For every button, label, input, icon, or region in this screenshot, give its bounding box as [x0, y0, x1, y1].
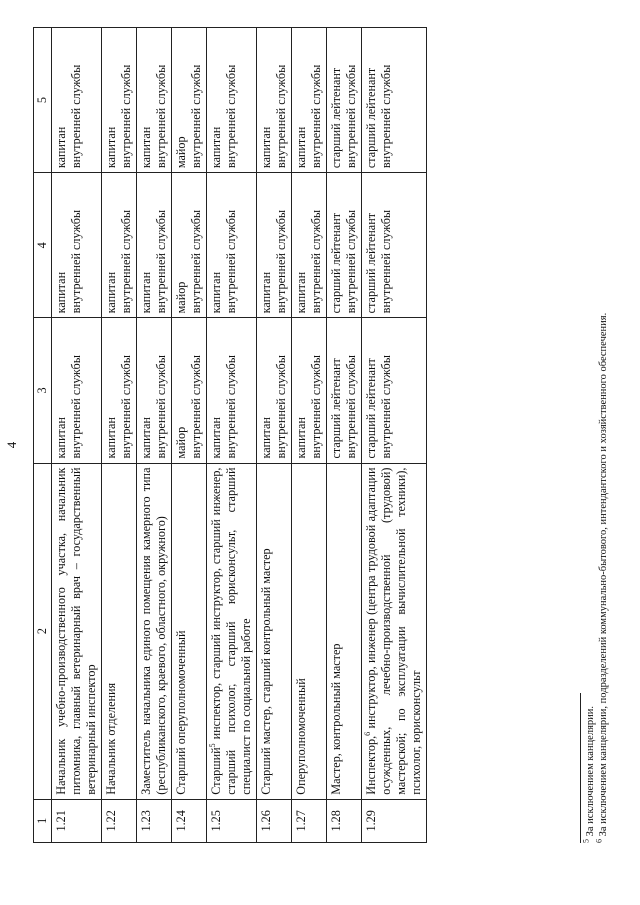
position-text: Заместитель начальника единого помещения камерного типа (республиканского, краевого, областного, окружного) [139, 467, 168, 795]
rank-service: внутренней службы [189, 355, 203, 459]
footnote-text: За исключением канцелярии. [585, 705, 596, 837]
rank-service: внутренней службы [119, 355, 133, 459]
rank-service: внутренней службы [344, 355, 358, 459]
rank-cell-col-4 [52, 173, 102, 318]
rank-title: капитан [294, 271, 308, 314]
rank-service: внутренней службы [154, 355, 168, 459]
footnote [594, 312, 610, 843]
table-row [327, 28, 362, 843]
row-number: 1.26 [257, 799, 292, 842]
position-title [172, 463, 207, 799]
footnote-list [581, 312, 610, 843]
rank-cell-col-3 [137, 318, 172, 463]
rank-service: внутренней службы [189, 209, 203, 314]
row-number: 1.24 [172, 799, 207, 842]
rank-cell-col-5 [257, 28, 292, 173]
page-number: 4 [4, 441, 19, 449]
rank-title: капитан [294, 417, 308, 459]
rank-title: капитан [209, 417, 223, 459]
position-title [292, 463, 327, 799]
table-row [137, 28, 172, 843]
position-text: Начальник отделения [104, 682, 118, 795]
rank-service: внутренней службы [379, 64, 393, 169]
footnote-mark: 6 [362, 731, 372, 736]
rank-service: внутренней службы [69, 64, 83, 169]
position-title [102, 463, 137, 799]
table-body [52, 28, 427, 843]
rank-cell-col-3 [52, 318, 102, 463]
table-row [292, 28, 327, 843]
position-title [52, 463, 102, 799]
rank-cell-col-3 [292, 318, 327, 463]
header-col-3: 3 [34, 318, 52, 463]
rank-service: внутренней службы [69, 355, 83, 459]
rank-cell-col-4 [207, 173, 257, 318]
row-number: 1.29 [362, 799, 427, 842]
rank-cell-col-5 [207, 28, 257, 173]
rank-service: внутренней службы [224, 209, 238, 314]
rank-service: внутренней службы [344, 209, 358, 314]
position-text: Мастер, контрольный мастер [329, 643, 343, 795]
rank-cell-col-3 [257, 318, 292, 463]
footnote-number: 6 [594, 839, 604, 843]
position-title [207, 463, 257, 799]
position-text: Старший мастер, старший контрольный мастер [259, 548, 273, 795]
rank-service: внутренней службы [119, 209, 133, 314]
rank-cell-col-5 [362, 28, 427, 173]
row-number: 1.23 [137, 799, 172, 842]
table-row [52, 28, 102, 843]
rank-cell-col-4 [257, 173, 292, 318]
rank-cell-col-4 [292, 173, 327, 318]
rank-title: капитан [259, 271, 273, 314]
rank-cell-col-3 [102, 318, 137, 463]
position-text [209, 468, 253, 795]
rank-title: старший лейтенант [329, 212, 343, 314]
position-title [137, 463, 172, 799]
header-col-1: 1 [34, 799, 52, 842]
rank-service: внутренней службы [69, 209, 83, 314]
row-number: 1.22 [102, 799, 137, 842]
rank-cell-col-3 [207, 318, 257, 463]
rank-service: внутренней службы [274, 355, 288, 459]
row-number: 1.25 [207, 799, 257, 842]
rank-title: майор [174, 426, 188, 459]
rank-cell-col-4 [137, 173, 172, 318]
row-number: 1.21 [52, 799, 102, 842]
rank-service: внутренней службы [274, 209, 288, 314]
footnote [581, 313, 597, 843]
footnote-text: За исключением канцелярии, подразделений коммунально-бытового, интендантского и хозяйственного обеспечения. [598, 312, 609, 837]
rank-service: внутренней службы [154, 64, 168, 169]
rank-service: внутренней службы [224, 64, 238, 169]
rank-title: капитан [209, 271, 223, 314]
rank-service: внутренней службы [119, 64, 133, 169]
rank-cell-col-5 [292, 28, 327, 173]
rank-service: внутренней службы [344, 64, 358, 169]
position-text: Оперуполномоченный [294, 678, 308, 795]
table-header-row [34, 28, 52, 843]
rank-cell-col-4 [102, 173, 137, 318]
rank-title: старший лейтенант [329, 358, 343, 459]
rank-service: внутренней службы [189, 64, 203, 169]
rank-service: внутренней службы [379, 209, 393, 314]
rank-service: внутренней службы [224, 355, 238, 459]
rank-title: старший лейтенант [329, 67, 343, 169]
rank-title: старший лейтенант [364, 358, 378, 459]
header-col-4: 4 [34, 173, 52, 318]
header-col-5: 5 [34, 28, 52, 173]
rank-cell-col-4 [362, 173, 427, 318]
row-number: 1.28 [327, 799, 362, 842]
rank-service: внутренней службы [309, 64, 323, 169]
rank-service: внутренней службы [154, 209, 168, 314]
rank-title: капитан [54, 271, 68, 314]
rank-cell-col-3 [172, 318, 207, 463]
footnote-number: 5 [581, 839, 591, 843]
rank-cell-col-4 [327, 173, 362, 318]
rank-cell-col-5 [52, 28, 102, 173]
rank-title: капитан [294, 126, 308, 169]
row-number: 1.27 [292, 799, 327, 842]
rank-title: майор [174, 136, 188, 169]
rank-title: капитан [104, 126, 118, 169]
rank-cell-col-5 [327, 28, 362, 173]
rank-service: внутренней службы [379, 355, 393, 459]
rank-title: капитан [259, 417, 273, 459]
rank-title: капитан [139, 126, 153, 169]
footnote-divider [580, 693, 581, 843]
rank-service: внутренней службы [274, 64, 288, 169]
rank-title: капитан [139, 271, 153, 314]
rank-title: майор [174, 281, 188, 314]
rank-cell-col-3 [327, 318, 362, 463]
position-title [362, 463, 427, 799]
position-text: Старший оперуполномоченный [174, 630, 188, 795]
position-title [327, 463, 362, 799]
rank-title: капитан [139, 417, 153, 459]
rank-title: старший лейтенант [364, 67, 378, 169]
rank-cell-col-4 [172, 173, 207, 318]
position-rest: инструктор, инженер (центра трудовой адаптации осужденных, лечебно-производственной (трудовой) мастерской; по эксплуатации вычислительной техники), психолог, юрисконсульт [364, 467, 423, 795]
rank-cell-col-5 [102, 28, 137, 173]
header-col-2: 2 [34, 463, 52, 799]
rank-title: капитан [209, 126, 223, 169]
rank-cell-col-5 [172, 28, 207, 173]
table-row [172, 28, 207, 843]
footnotes [580, 313, 610, 843]
rank-title: капитан [104, 271, 118, 314]
positions-table [33, 27, 427, 843]
position-title [257, 463, 292, 799]
rank-cell-col-3 [362, 318, 427, 463]
position-text [364, 468, 423, 795]
rank-title: старший лейтенант [364, 212, 378, 314]
rank-title: капитан [54, 417, 68, 459]
position-rest: инспектор, старший инструктор, старший инженер, старший психолог, старший юрисконсульт, старший специалист по социальной работе [209, 467, 253, 795]
footnote-mark: 5 [207, 743, 217, 748]
table-row [257, 28, 292, 843]
rank-service: внутренней службы [309, 355, 323, 459]
rank-title: капитан [104, 417, 118, 459]
table-row [362, 28, 427, 843]
rank-title: капитан [259, 126, 273, 169]
table-row [207, 28, 257, 843]
position-text: Начальник учебно-производственного участка, начальник питомника, главный ветеринарный врач – государственный ветеринарный инспектор [54, 467, 98, 795]
table-row [102, 28, 137, 843]
rank-service: внутренней службы [309, 209, 323, 314]
position-first-word: Инспектор, [364, 735, 378, 795]
position-first-word: Старший [209, 747, 223, 795]
rank-cell-col-5 [137, 28, 172, 173]
rank-title: капитан [54, 126, 68, 169]
